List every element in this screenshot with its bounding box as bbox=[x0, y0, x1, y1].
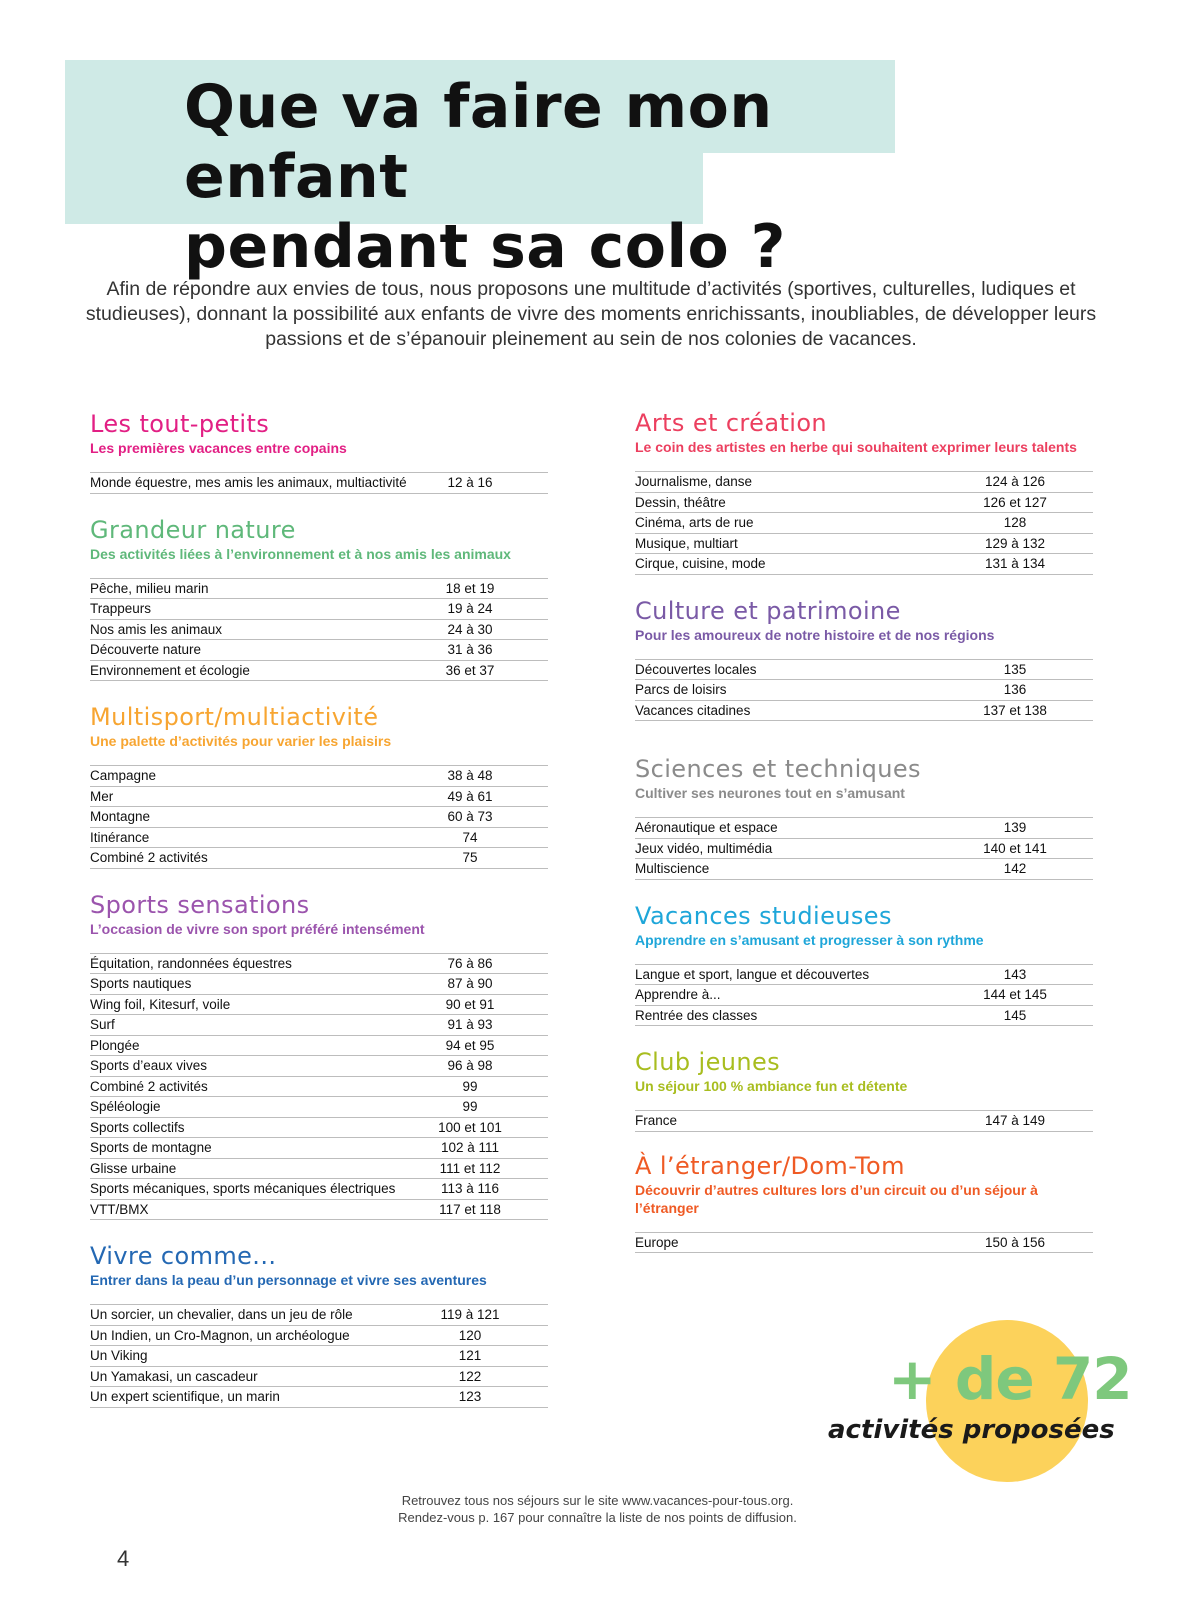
table-row bbox=[90, 640, 548, 661]
table-row bbox=[90, 807, 548, 828]
table-row bbox=[635, 839, 1093, 860]
table-row bbox=[90, 848, 548, 869]
activity-label: Glisse urbaine bbox=[90, 1160, 177, 1176]
activity-label: Environnement et écologie bbox=[90, 662, 250, 678]
table-row bbox=[90, 661, 548, 682]
section-subtitle: Le coin des artistes en herbe qui souhaitent exprimer leurs talents bbox=[635, 439, 1077, 455]
page-range: 136 bbox=[1003, 682, 1027, 698]
page-range: 102 à 111 bbox=[440, 1140, 500, 1156]
activity-section bbox=[90, 410, 548, 494]
page-range: 144 et 145 bbox=[983, 987, 1047, 1003]
page-range: 76 à 86 bbox=[447, 955, 493, 971]
table-row bbox=[90, 599, 548, 620]
section-title: Club jeunes bbox=[635, 1048, 781, 1076]
table-row bbox=[635, 985, 1093, 1006]
section-title: Sciences et techniques bbox=[635, 755, 921, 783]
table-row bbox=[90, 1159, 548, 1180]
page-range: 131 à 134 bbox=[984, 556, 1046, 572]
table-row bbox=[90, 1056, 548, 1077]
page-range: 135 bbox=[1003, 661, 1027, 677]
page-range: 145 bbox=[1003, 1007, 1027, 1023]
page-range: 100 et 101 bbox=[438, 1119, 502, 1135]
table-row bbox=[90, 1118, 548, 1139]
activity-label: Découverte nature bbox=[90, 642, 202, 658]
table-row bbox=[90, 579, 548, 600]
table-row bbox=[90, 828, 548, 849]
page-range: 38 à 48 bbox=[447, 768, 493, 784]
table-row bbox=[90, 473, 548, 494]
page-range: 139 bbox=[1003, 820, 1027, 836]
table-row bbox=[635, 554, 1093, 575]
table-row bbox=[635, 701, 1093, 722]
activity-label: Vacances citadines bbox=[635, 702, 751, 718]
activity-label: VTT/BMX bbox=[90, 1201, 149, 1217]
activity-label: Découvertes locales bbox=[635, 661, 757, 677]
table-row bbox=[635, 1006, 1093, 1027]
page-range: 60 à 73 bbox=[447, 809, 493, 825]
section-subtitle: Découvrir d’autres cultures lors d’un circuit ou d’un séjour à l’étranger bbox=[635, 1181, 1038, 1216]
section-title: Multisport/multiactivité bbox=[90, 703, 379, 731]
page-range: 119 à 121 bbox=[440, 1307, 500, 1323]
page-range: 140 et 141 bbox=[983, 840, 1047, 856]
activity-table bbox=[90, 1304, 548, 1408]
section-title: Vivre comme... bbox=[90, 1242, 277, 1270]
activity-label: Un sorcier, un chevalier, dans un jeu de rôle bbox=[90, 1307, 353, 1323]
section-subtitle: Des activités liées à l’environnement et à nos amis les animaux bbox=[90, 545, 511, 562]
intro-paragraph: Afin de répondre aux envies de tous, nous proposons une multitude d’activités (sportives, culturelles, ludiques et studieuses), donnant la possibilité aux enfants de vivre des moments enrichissants, inoubliables, de développer leurs passions et de s’épanouir pleinement au sein de nos colonies de vacances. bbox=[85, 278, 1097, 350]
section-subtitle: Entrer dans la peau d’un personnage et vivre ses aventures bbox=[90, 1272, 487, 1288]
section-subtitle: Pour les amoureux de notre histoire et de nos régions bbox=[635, 626, 995, 643]
page-range: 128 bbox=[1003, 515, 1027, 531]
activity-label: Cirque, cuisine, mode bbox=[635, 556, 766, 572]
activity-label: Équitation, randonnées équestres bbox=[90, 955, 292, 971]
table-row bbox=[635, 534, 1093, 555]
activity-label: Surf bbox=[90, 1017, 115, 1033]
table-row bbox=[635, 513, 1093, 534]
page-range: 19 à 24 bbox=[447, 601, 493, 617]
section-title: Sports sensations bbox=[90, 890, 310, 919]
activity-label: Plongée bbox=[90, 1037, 140, 1053]
table-row bbox=[90, 1305, 548, 1326]
table-row bbox=[635, 680, 1093, 701]
page-range: 99 bbox=[462, 1099, 478, 1115]
section-title: Arts et création bbox=[635, 409, 828, 437]
page-range: 113 à 116 bbox=[440, 1181, 500, 1197]
section-subtitle: Les premières vacances entre copains bbox=[90, 440, 347, 456]
page-range: 49 à 61 bbox=[447, 788, 493, 804]
activity-label: Un Viking bbox=[90, 1348, 148, 1364]
table-row bbox=[90, 787, 548, 808]
activity-label: Europe bbox=[635, 1234, 679, 1250]
footer bbox=[300, 1492, 895, 1526]
page-range: 99 bbox=[462, 1078, 478, 1094]
activity-label: Montagne bbox=[90, 809, 151, 825]
table-row bbox=[90, 620, 548, 641]
activity-label: Nos amis les animaux bbox=[90, 621, 223, 637]
activity-label: Apprendre à... bbox=[635, 987, 721, 1003]
activity-label: Dessin, théâtre bbox=[635, 494, 726, 510]
table-row bbox=[90, 1200, 548, 1221]
activity-section bbox=[635, 1048, 1093, 1132]
page-range: 147 à 149 bbox=[984, 1113, 1046, 1129]
page-range: 120 bbox=[458, 1327, 482, 1343]
section-subtitle: Apprendre en s’amusant et progresser à son rythme bbox=[635, 931, 984, 948]
activity-label: Sports nautiques bbox=[90, 976, 192, 992]
table-row bbox=[635, 1233, 1093, 1254]
page-range: 94 et 95 bbox=[445, 1037, 495, 1053]
badge-caption: activités proposées bbox=[828, 1415, 1115, 1445]
badge-count: de 72 bbox=[954, 1345, 1132, 1413]
page-range: 91 à 93 bbox=[447, 1017, 493, 1033]
left-column bbox=[90, 410, 548, 1408]
section-title: Grandeur nature bbox=[90, 515, 296, 544]
activity-section bbox=[635, 755, 1093, 880]
table-row bbox=[90, 1346, 548, 1367]
footer-line-1: Retrouvez tous nos séjours sur le site www.vacances-pour-tous.org. bbox=[401, 1493, 794, 1508]
activity-label: Aéronautique et espace bbox=[635, 820, 778, 836]
page-range: 129 à 132 bbox=[984, 535, 1046, 551]
table-row bbox=[90, 1077, 548, 1098]
activity-table bbox=[635, 1110, 1093, 1132]
activity-label: Multiscience bbox=[635, 861, 710, 877]
page-range: 31 à 36 bbox=[447, 642, 493, 658]
page-number: 4 bbox=[117, 1546, 130, 1571]
page-range: 96 à 98 bbox=[447, 1058, 493, 1074]
activity-label: Musique, multiart bbox=[635, 535, 738, 551]
table-row bbox=[90, 1387, 548, 1408]
activity-label: Rentrée des classes bbox=[635, 1007, 758, 1023]
section-subtitle: Cultiver ses neurones tout en s’amusant bbox=[635, 785, 905, 801]
table-row bbox=[90, 1326, 548, 1347]
table-row bbox=[635, 818, 1093, 839]
page-range: 126 et 127 bbox=[983, 494, 1047, 510]
page-range: 24 à 30 bbox=[447, 621, 493, 637]
activity-label: Pêche, milieu marin bbox=[90, 580, 209, 596]
page-range: 18 et 19 bbox=[445, 580, 495, 596]
activity-label: Journalisme, danse bbox=[635, 474, 753, 490]
page-range: 111 et 112 bbox=[439, 1160, 501, 1176]
activity-label: Cinéma, arts de rue bbox=[635, 515, 754, 531]
page-range: 74 bbox=[462, 829, 478, 845]
activity-label: Un expert scientifique, un marin bbox=[90, 1389, 280, 1405]
activity-label: Mer bbox=[90, 788, 114, 804]
table-row bbox=[90, 1036, 548, 1057]
table-row bbox=[90, 974, 548, 995]
badge-headline bbox=[888, 1345, 1132, 1413]
table-row bbox=[635, 965, 1093, 986]
page-range: 137 et 138 bbox=[983, 702, 1047, 718]
page-range: 117 et 118 bbox=[439, 1201, 501, 1217]
activity-table bbox=[635, 817, 1093, 880]
table-row bbox=[90, 766, 548, 787]
section-title: À l’étranger/Dom-Tom bbox=[635, 1151, 905, 1180]
table-row bbox=[635, 472, 1093, 493]
activity-section bbox=[635, 1152, 1093, 1254]
table-row bbox=[635, 859, 1093, 880]
page-range: 143 bbox=[1003, 966, 1027, 982]
activity-label: Langue et sport, langue et découvertes bbox=[635, 966, 870, 982]
activity-label: Trappeurs bbox=[90, 601, 152, 617]
activity-label: Itinérance bbox=[90, 829, 150, 845]
table-row bbox=[635, 660, 1093, 681]
table-row bbox=[90, 954, 548, 975]
activity-label: Parcs de loisirs bbox=[635, 682, 727, 698]
activity-table bbox=[90, 578, 548, 682]
activity-label: Un Yamakasi, un cascadeur bbox=[90, 1368, 258, 1384]
activity-label: Sports d’eaux vives bbox=[90, 1058, 208, 1074]
section-title: Vacances studieuses bbox=[635, 901, 892, 930]
activity-label: Sports mécaniques, sports mécaniques électriques bbox=[90, 1181, 396, 1197]
activity-section bbox=[90, 891, 548, 1221]
page-range: 87 à 90 bbox=[447, 976, 493, 992]
activity-label: Monde équestre, mes amis les animaux, multiactivité bbox=[90, 475, 407, 491]
activity-label: Campagne bbox=[90, 768, 157, 784]
table-row bbox=[90, 1015, 548, 1036]
table-row bbox=[90, 1097, 548, 1118]
right-column bbox=[635, 409, 1093, 1253]
page-range: 90 et 91 bbox=[445, 996, 495, 1012]
page-range: 150 à 156 bbox=[984, 1234, 1046, 1250]
activity-label: Spéléologie bbox=[90, 1099, 161, 1115]
table-row bbox=[635, 493, 1093, 514]
activity-section bbox=[90, 1242, 548, 1408]
activity-table bbox=[635, 1232, 1093, 1254]
activity-label: France bbox=[635, 1113, 678, 1129]
table-row bbox=[635, 1111, 1093, 1132]
section-subtitle: L’occasion de vivre son sport préféré intensément bbox=[90, 920, 425, 937]
table-row bbox=[90, 1367, 548, 1388]
activity-label: Sports collectifs bbox=[90, 1119, 185, 1135]
activity-label: Wing foil, Kitesurf, voile bbox=[90, 996, 231, 1012]
activity-label: Sports de montagne bbox=[90, 1140, 212, 1156]
section-subtitle: Une palette d’activités pour varier les plaisirs bbox=[90, 733, 392, 749]
activity-label: Un Indien, un Cro-Magnon, un archéologue bbox=[90, 1327, 350, 1343]
page-range: 122 bbox=[458, 1368, 482, 1384]
page-range: 121 bbox=[458, 1348, 482, 1364]
footer-line-2: Rendez-vous p. 167 pour connaître la liste de nos points de diffusion. bbox=[398, 1510, 797, 1525]
activity-section bbox=[90, 516, 548, 682]
section-title: Culture et patrimoine bbox=[635, 596, 901, 625]
activity-table bbox=[90, 472, 548, 494]
activities-count-badge bbox=[828, 1320, 1132, 1480]
table-row bbox=[90, 1138, 548, 1159]
activity-section bbox=[90, 703, 548, 869]
activity-section bbox=[635, 409, 1093, 575]
activity-table bbox=[635, 964, 1093, 1027]
page-range: 123 bbox=[458, 1389, 482, 1405]
page-range: 36 et 37 bbox=[445, 662, 495, 678]
activity-label: Combiné 2 activités bbox=[90, 850, 208, 866]
activity-table bbox=[90, 765, 548, 869]
table-row bbox=[90, 1179, 548, 1200]
page-range: 142 bbox=[1003, 861, 1027, 877]
page-range: 12 à 16 bbox=[447, 475, 493, 491]
activity-label: Combiné 2 activités bbox=[90, 1078, 208, 1094]
section-title: Les tout-petits bbox=[90, 410, 270, 438]
section-subtitle: Un séjour 100 % ambiance fun et détente bbox=[635, 1078, 908, 1094]
activity-section bbox=[635, 902, 1093, 1027]
activity-table bbox=[635, 659, 1093, 722]
activity-label: Jeux vidéo, multimédia bbox=[635, 840, 773, 856]
plus-sign: + bbox=[888, 1345, 936, 1413]
activity-table bbox=[90, 953, 548, 1221]
page-range: 75 bbox=[462, 850, 478, 866]
table-row bbox=[90, 995, 548, 1016]
page-range: 124 à 126 bbox=[984, 474, 1046, 490]
page-title: Que va faire mon enfant pendant sa colo ? bbox=[184, 72, 786, 282]
activity-table bbox=[635, 471, 1093, 575]
activity-section bbox=[635, 597, 1093, 722]
